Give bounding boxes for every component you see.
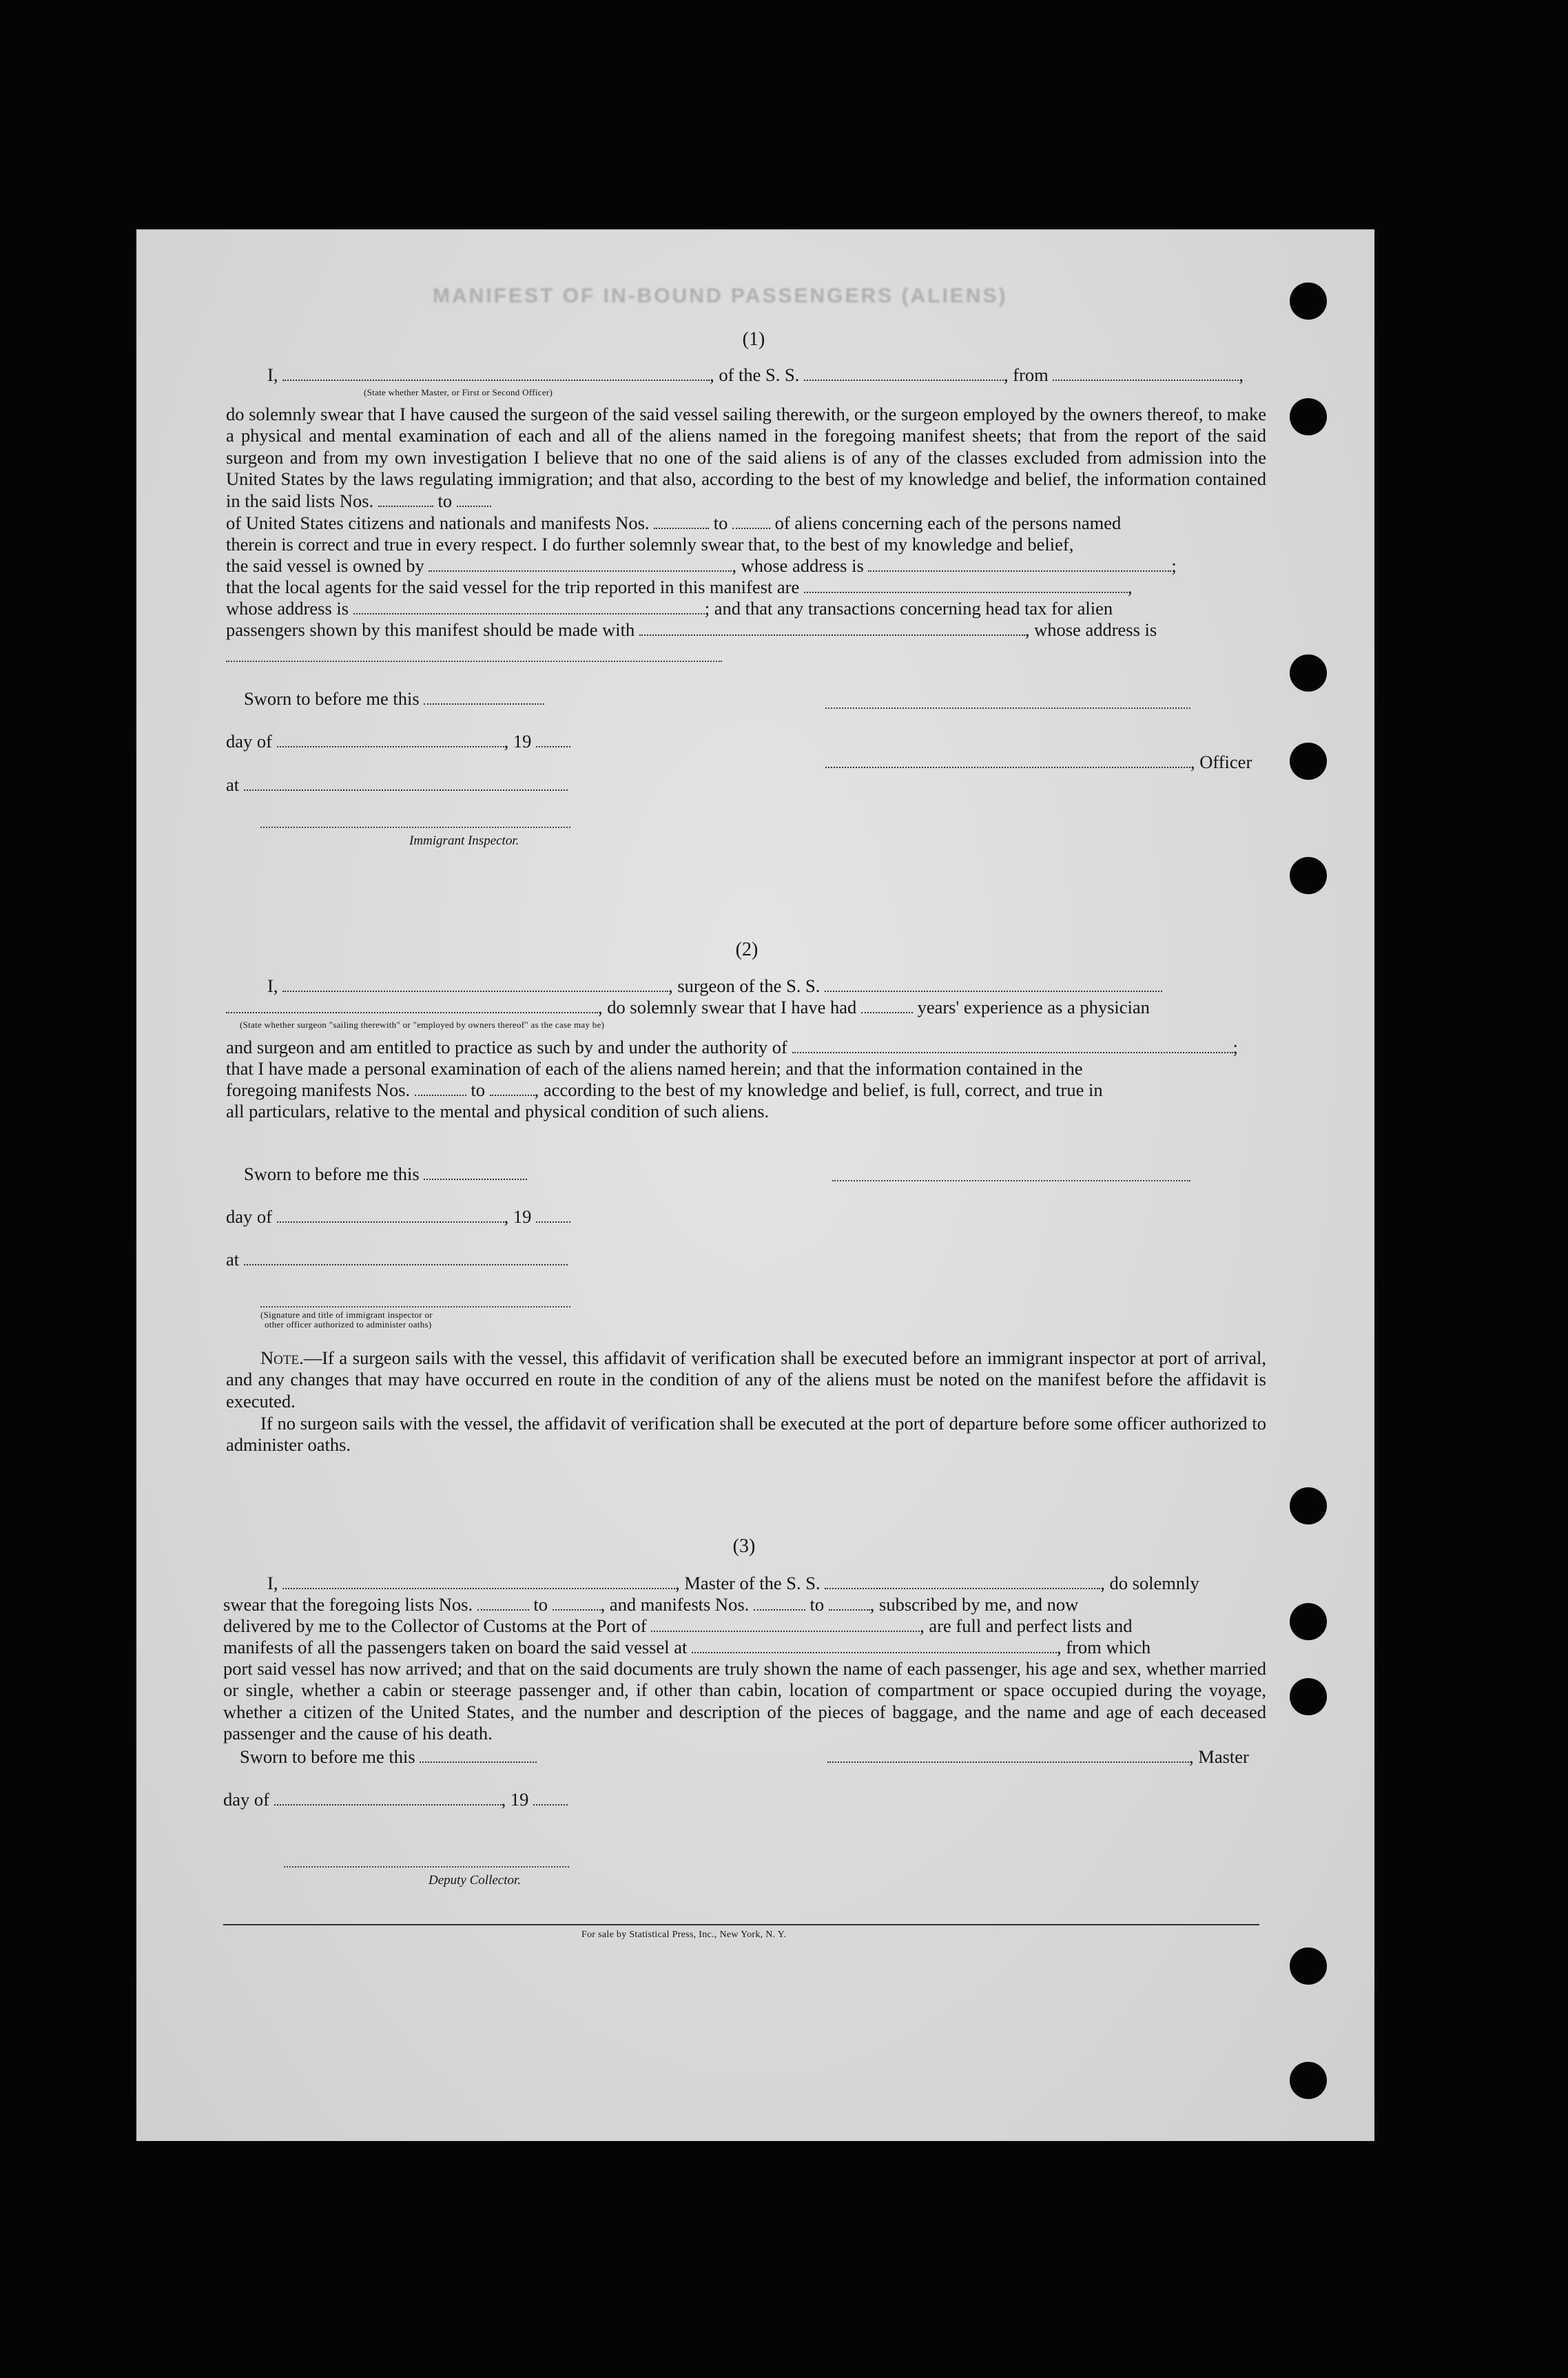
year-text: , 19: [501, 1789, 529, 1810]
master-signature-label: , Master: [1189, 1746, 1249, 1767]
binder-hole: [1290, 857, 1327, 894]
citizens-text: of United States citizens and nationals and manifests Nos.: [226, 513, 650, 533]
at-line-2: [226, 1249, 568, 1270]
years-field[interactable]: [861, 997, 913, 1013]
whose-address-text: , whose address is: [732, 555, 864, 576]
section-3-paragraph: port said vessel has now arrived; and that on the said documents are truly shown the name of each passenger, his age and sex, whether married or single, whether a cabin or steerage passenger and, if other than cabin, location of compartment or space occupied during the voyage, whether a citizen of the United States, and the number and description of the pieces of baggage, and the name and age of each deceased passenger and the cause of his death.: [223, 1658, 1266, 1744]
surgeon-vessel-field[interactable]: [825, 975, 1162, 992]
surgeon-manifests-from-field[interactable]: [415, 1079, 466, 1096]
manifests-to-field[interactable]: [829, 1594, 870, 1611]
owner-address-field[interactable]: [868, 555, 1171, 572]
i-label: I,: [267, 975, 278, 996]
surgeon-type-field[interactable]: [226, 997, 598, 1013]
binder-hole: [1290, 282, 1327, 320]
binder-hole: [1290, 743, 1327, 780]
officer-signature-top-line[interactable]: [825, 707, 1190, 709]
vessel-label: , of the S. S.: [710, 364, 800, 385]
to-label: to: [713, 513, 728, 533]
citizens-line: [226, 513, 1121, 534]
to-label: to: [437, 490, 453, 511]
year-text: , 19: [504, 1206, 532, 1227]
binder-hole: [1290, 398, 1327, 435]
year-field[interactable]: [536, 731, 570, 747]
manifests-from-field[interactable]: [754, 1594, 805, 1611]
embarkation-port-field[interactable]: [692, 1637, 1057, 1653]
immigrant-inspector-label: Immigrant Inspector.: [409, 834, 519, 848]
at-place-field[interactable]: [244, 1249, 568, 1265]
owner-field[interactable]: [429, 555, 732, 572]
day-of-text: day of: [223, 1789, 269, 1810]
foregoing-text: foregoing manifests Nos.: [226, 1079, 411, 1100]
surgeon-type-caption: (State whether surgeon "sailing therewith" or "employed by owners thereof" as the case may be): [240, 1020, 605, 1030]
inspector-signature-field-2[interactable]: [260, 1306, 570, 1307]
sworn-line-2: [244, 1164, 527, 1185]
officer-label: , Officer: [1190, 752, 1252, 772]
officer-rank-caption: (State whether Master, or First or Second Officer): [364, 387, 553, 397]
from-label: , from: [1004, 364, 1049, 385]
practice-line: [226, 1037, 1238, 1058]
subscribed-text: , subscribed by me, and now: [869, 1594, 1079, 1615]
surgeon-name-field[interactable]: [282, 975, 668, 992]
surgeon-manifests-to-field[interactable]: [490, 1079, 535, 1096]
section-3-master-line: [267, 1573, 1199, 1594]
semicolon: ;: [1171, 555, 1177, 576]
to-label: to: [809, 1594, 825, 1615]
swear-text: , do solemnly swear that I have had: [598, 997, 857, 1017]
passengers-text: passengers shown by this manifest should be made with: [226, 619, 635, 640]
officer-rank-field[interactable]: [282, 364, 710, 381]
according-text: , according to the best of my knowledge and belief, is full, correct, and true in: [534, 1079, 1103, 1100]
sworn-date-field[interactable]: [424, 688, 544, 705]
comma: ,: [1239, 364, 1244, 385]
lists-from-field[interactable]: [378, 490, 433, 507]
agent-address-field[interactable]: [353, 598, 705, 614]
head-tax-party-field[interactable]: [639, 619, 1025, 636]
manifests-from-field[interactable]: [654, 513, 709, 529]
day-of-text: day of: [226, 1206, 272, 1227]
signature-caption-line-1: (Signature and title of immigrant inspector or: [260, 1310, 433, 1320]
i-label: I,: [267, 364, 278, 385]
at-text: at: [226, 774, 240, 795]
head-tax-address-field[interactable]: [226, 661, 722, 662]
oath-text: do solemnly swear that I have caused the surgeon of the said vessel sailing therewith, or the surgeon employed by the owners thereof, to make a physical and mental examination of each and all of the aliens named in the foregoing manifest sheets; that from the report of the said surgeon and from my own investigation I believe that no one of the said aliens is of any of the classes excluded from admission into the United States by the laws regulating immigration; and that also, according to the best of my knowledge and belief, the information contained in the said lists Nos.: [226, 404, 1266, 511]
sworn-date-field[interactable]: [424, 1164, 527, 1180]
whose-address-text: , whose address is: [1024, 619, 1157, 640]
day-of-field[interactable]: [277, 731, 504, 747]
master-vessel-field[interactable]: [825, 1573, 1100, 1589]
section-2-surgeon-line: [267, 975, 1162, 997]
vessel-name-field[interactable]: [804, 364, 1004, 381]
swear-lists-text: swear that the foregoing lists Nos.: [223, 1594, 473, 1615]
year-text: , 19: [504, 731, 532, 752]
sworn-text: Sworn to before me this: [244, 1164, 420, 1184]
from-which-text: , from which: [1056, 1637, 1151, 1657]
and-manifests-text: , and manifests Nos.: [600, 1594, 750, 1615]
lists-from-field[interactable]: [477, 1594, 529, 1611]
to-label: to: [533, 1594, 548, 1615]
master-signature-field[interactable]: [827, 1746, 1189, 1763]
note-paragraph: [226, 1347, 1266, 1412]
year-field[interactable]: [536, 1206, 570, 1223]
faded-header-text: MANIFEST OF IN-BOUND PASSENGERS (ALIENS): [433, 285, 1008, 307]
port-field[interactable]: [651, 1615, 920, 1632]
lists-line: [223, 1594, 1078, 1615]
binder-hole: [1290, 654, 1327, 692]
at-line: [226, 774, 568, 796]
binder-hole: [1290, 1947, 1327, 1985]
lists-to-field[interactable]: [553, 1594, 601, 1611]
binder-hole: [1290, 1603, 1327, 1640]
years-text: years' experience as a physician: [917, 997, 1150, 1017]
binder-hole: [1290, 1678, 1327, 1715]
binder-hole: [1290, 2062, 1327, 2099]
at-text: at: [226, 1249, 240, 1270]
signature-caption-line-2: other officer authorized to administer oaths): [265, 1319, 432, 1330]
officer-line: [825, 752, 1252, 773]
deputy-collector-label: Deputy Collector.: [429, 1873, 522, 1888]
whose-address-text: whose address is: [226, 598, 349, 619]
local-agents-field[interactable]: [804, 577, 1128, 593]
personal-exam-line: that I have made a personal examination of each of the aliens named herein; and that the information contained in the: [226, 1058, 1083, 1079]
sworn-text: Sworn to before me this: [244, 688, 420, 709]
day-of-field[interactable]: [274, 1789, 502, 1806]
deputy-collector-signature-field[interactable]: [284, 1866, 569, 1868]
sworn-date-field[interactable]: [420, 1746, 537, 1763]
owned-by-line: [226, 555, 1177, 577]
section-3-number: (3): [732, 1536, 756, 1557]
local-agents-text: that the local agents for the said vessel for the trip reported in this manifest are: [226, 577, 800, 597]
surgeon-signature-field[interactable]: [832, 1180, 1190, 1181]
sworn-line: [244, 688, 544, 710]
passengers-line: [226, 619, 1157, 641]
full-perfect-text: , are full and perfect lists and: [920, 1615, 1133, 1636]
at-place-field[interactable]: [244, 774, 568, 791]
officer-signature-field[interactable]: [825, 752, 1190, 768]
master-name-field[interactable]: [282, 1573, 675, 1589]
lists-to-field[interactable]: [457, 490, 491, 507]
comma: ,: [1127, 577, 1133, 597]
semicolon: ;: [1232, 1037, 1238, 1057]
delivered-line: [223, 1615, 1132, 1637]
note-text: —If a surgeon sails with the vessel, this affidavit of verification shall be executed before an immigrant inspector at port of arrival, and any changes that may have occurred en route in the condition of any of the aliens must be noted on the manifest before the affidavit is executed.: [226, 1347, 1266, 1412]
authority-field[interactable]: [792, 1037, 1233, 1053]
section-2-swear-line: [226, 997, 1150, 1018]
footer-rule: [223, 1924, 1259, 1925]
footer-imprint: For sale by Statistical Press, Inc., New York, N. Y.: [581, 1930, 787, 1940]
section-2-number: (2): [735, 939, 759, 960]
solemnly-text: , do solemnly: [1100, 1573, 1199, 1593]
section-1-number: (1): [742, 329, 765, 350]
therein-line: therein is correct and true in every respect. I do further solemnly swear that, to the best of my knowledge and belief,: [226, 534, 1074, 555]
local-agents-line: [226, 577, 1133, 598]
manifests-to-field[interactable]: [732, 513, 770, 529]
foregoing-line: [226, 1079, 1103, 1101]
head-tax-text: ; and that any transactions concerning head tax for alien: [704, 598, 1113, 619]
agent-address-line: [226, 598, 1113, 619]
day-of-line-3: [223, 1789, 568, 1810]
surgeon-label: , surgeon of the S. S.: [668, 975, 821, 996]
note-paragraph-2: If no surgeon sails with the vessel, the affidavit of verification shall be executed at the port of departure before some officer authorized to administer oaths.: [226, 1413, 1266, 1456]
inspector-signature-field[interactable]: [260, 827, 570, 828]
i-label: I,: [267, 1573, 278, 1593]
sworn-text: Sworn to before me this: [240, 1746, 415, 1767]
owned-by-text: the said vessel is owned by: [226, 555, 424, 576]
binder-hole: [1290, 1487, 1327, 1524]
sworn-line-3: [240, 1746, 537, 1768]
delivered-text: delivered by me to the Collector of Customs at the Port of: [223, 1615, 647, 1636]
practice-text: and surgeon and am entitled to practice as such by and under the authority of: [226, 1037, 787, 1057]
day-of-field[interactable]: [277, 1206, 504, 1223]
note-label: Note.: [260, 1347, 304, 1368]
master-signature-line: [827, 1746, 1249, 1768]
manifest-page: [136, 229, 1374, 2141]
to-label: to: [471, 1079, 486, 1100]
manifests-all-line: [223, 1637, 1151, 1658]
day-of-line: [226, 731, 570, 752]
from-port-field[interactable]: [1053, 364, 1239, 381]
day-of-text: day of: [226, 731, 272, 752]
master-label: , Master of the S. S.: [675, 1573, 821, 1593]
manifests-all-text: manifests of all the passengers taken on board the said vessel at: [223, 1637, 688, 1657]
section-1-paragraph: [226, 404, 1266, 512]
day-of-line-2: [226, 1206, 570, 1228]
citizens-text-end: of aliens concerning each of the persons named: [774, 513, 1122, 533]
particulars-line: all particulars, relative to the mental and physical condition of such aliens.: [226, 1101, 770, 1121]
section-1-officer-line: [267, 364, 1244, 386]
year-field[interactable]: [533, 1789, 568, 1806]
